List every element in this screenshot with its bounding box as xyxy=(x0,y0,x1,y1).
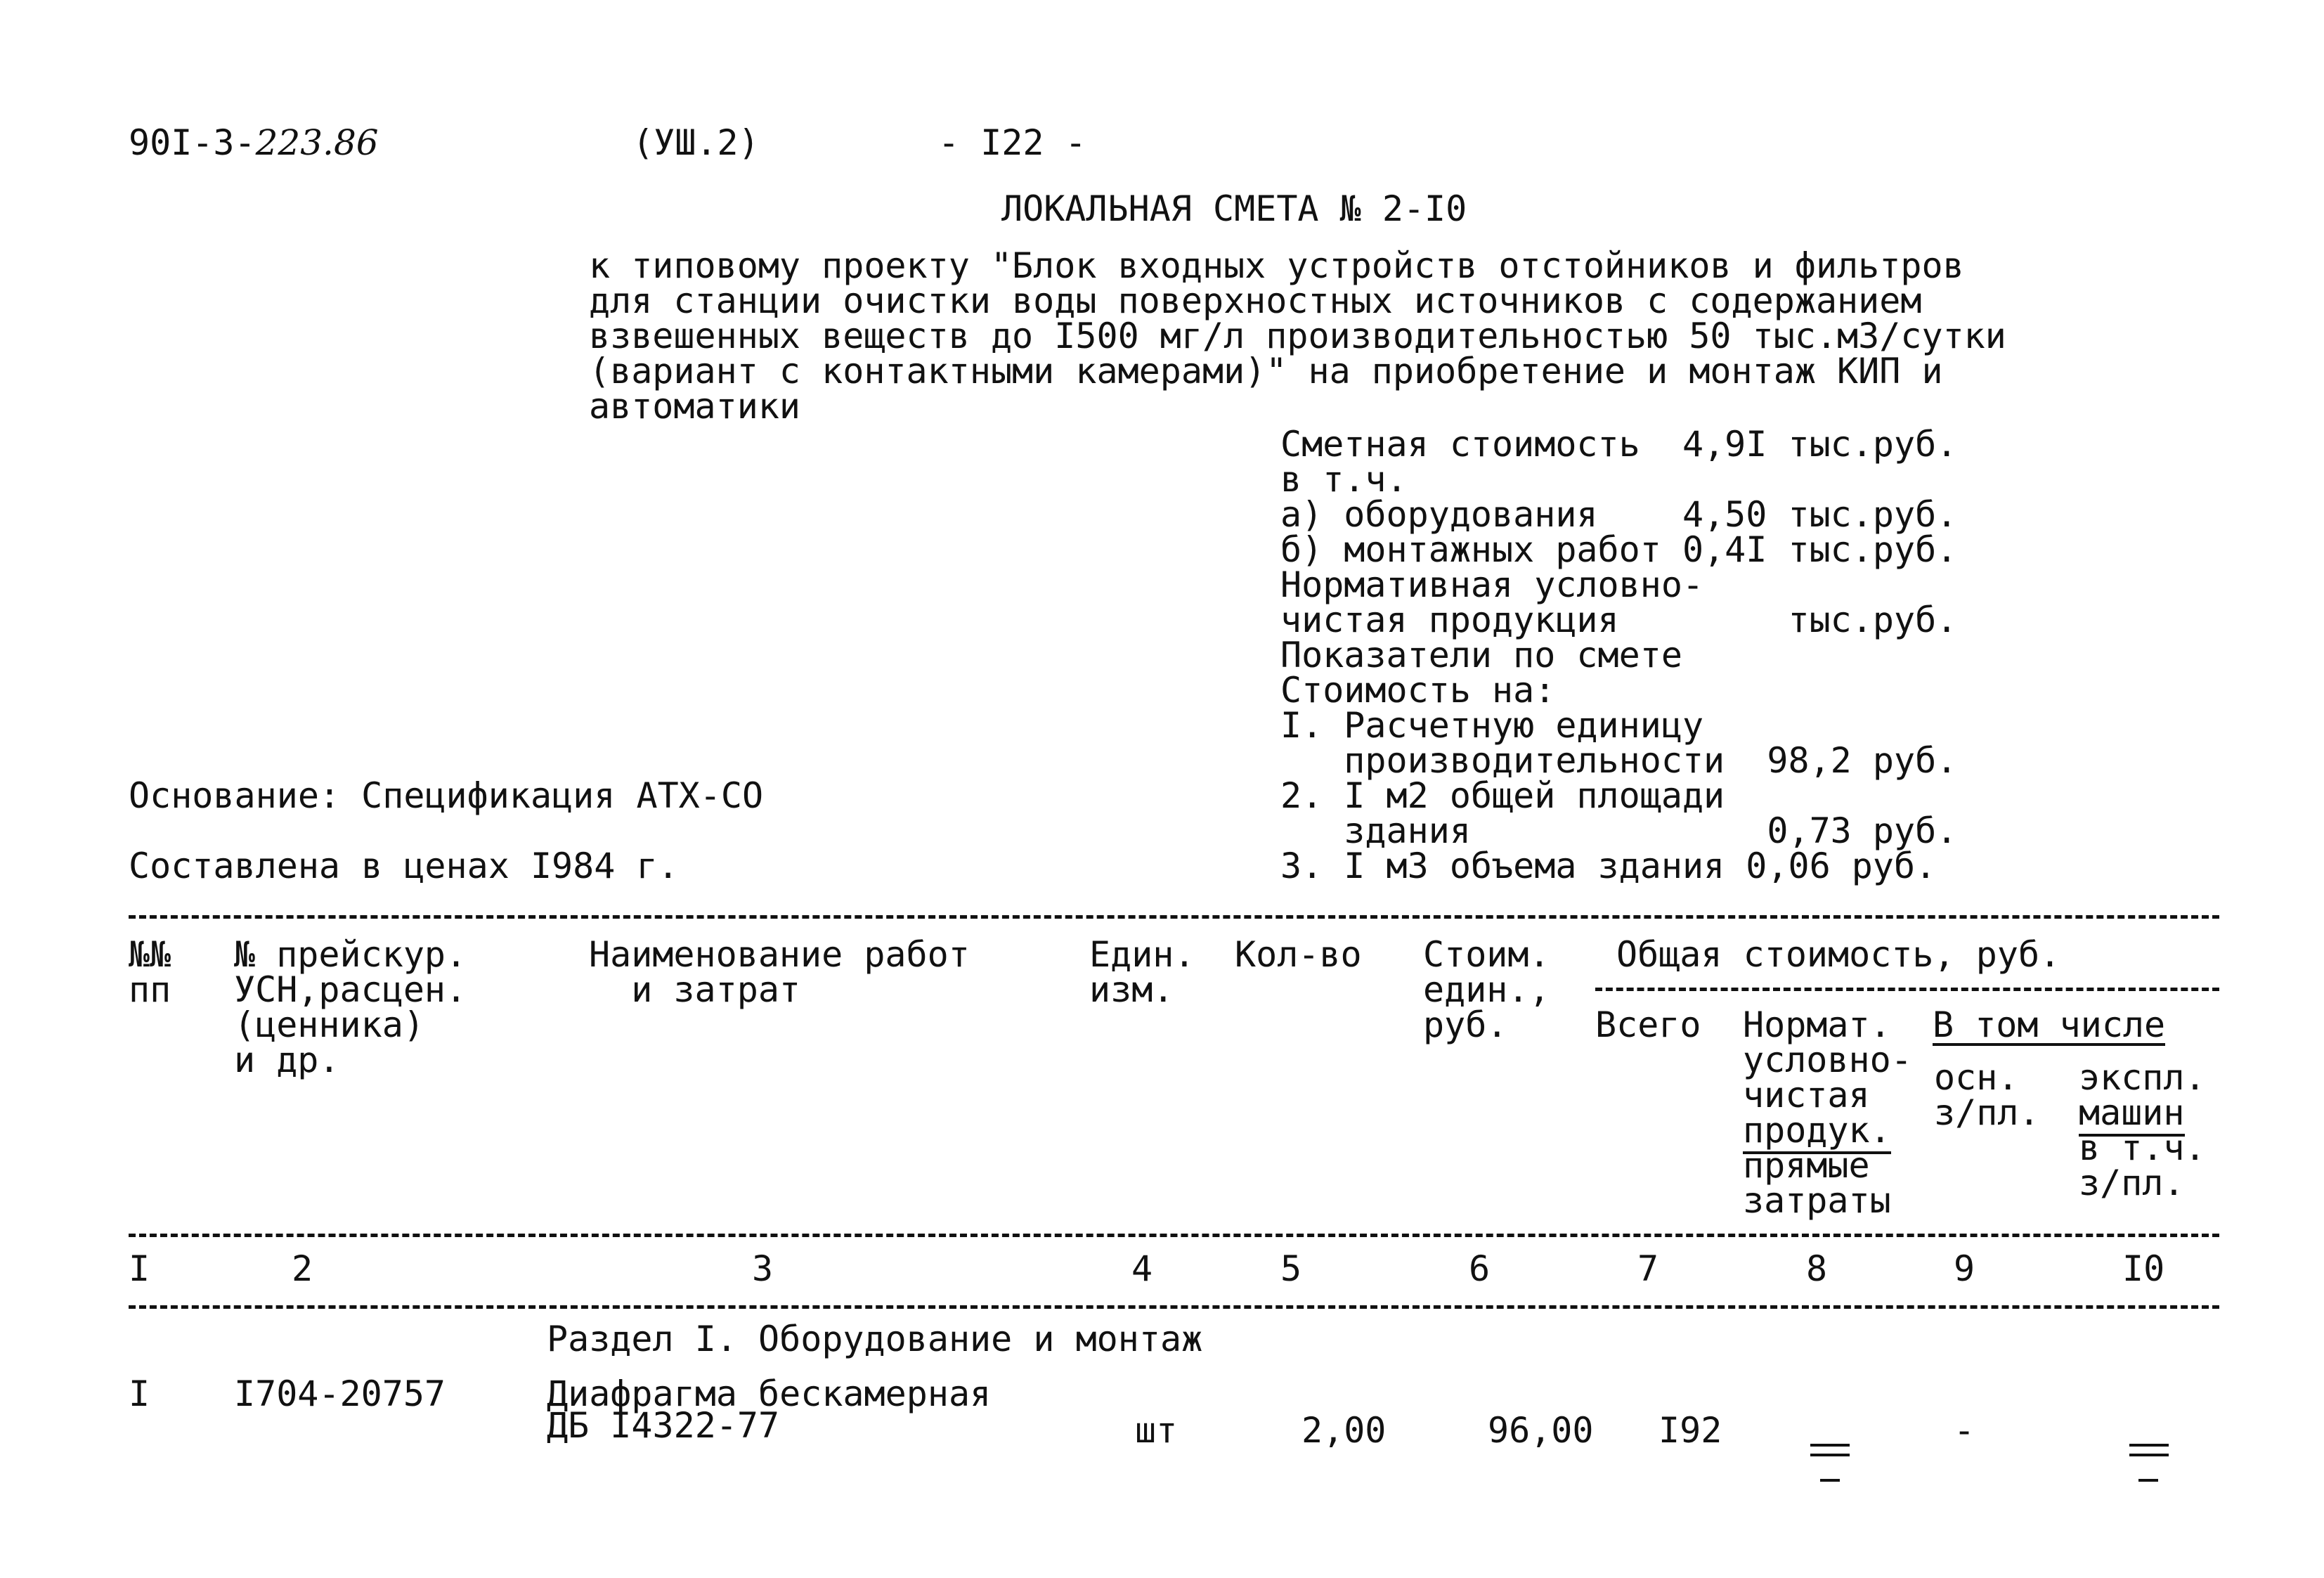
sub-group-header: В том числе xyxy=(1933,1004,2166,1045)
col-header-10-line4: з/пл. xyxy=(2079,1163,2185,1203)
section-label: (УШ.2) xyxy=(632,122,760,163)
table-top-rule xyxy=(129,915,2219,919)
col-header-2-line1: № прейскур. xyxy=(234,934,467,975)
col-header-6 xyxy=(1423,934,1550,1045)
col-header-7: Всего xyxy=(1595,1004,1701,1045)
summary-line-5: Нормативная условно- xyxy=(1280,564,1704,605)
summary-line-13: 3. I м3 объема здания 0,06 руб. xyxy=(1280,846,1937,886)
col-header-2-line4: и др. xyxy=(234,1040,340,1080)
col-header-8-line6: затраты xyxy=(1743,1180,1891,1221)
page-number: - I22 - xyxy=(938,122,1086,163)
summary-line-1: Сметная стоимость 4,9I тыс.руб. xyxy=(1280,424,1958,465)
description-line-2: для станции очистки воды поверхностных источников с содержанием xyxy=(589,280,1922,321)
basis-text: Основание: Спецификация АТХ-СО xyxy=(129,775,764,816)
summary-line-3: а) оборудования 4,50 тыс.руб. xyxy=(1280,494,1958,535)
description-line-1: к типовому проекту "Блок входных устройств отстойников и фильтров xyxy=(589,245,1964,286)
col-header-4-line2: изм. xyxy=(1089,969,1174,1010)
description-line-5: автоматики xyxy=(589,386,801,427)
col-header-8-line4: продук. xyxy=(1743,1110,1891,1154)
summary-line-4: б) монтажных работ 0,4I тыс.руб. xyxy=(1280,529,1958,570)
doc-code-printed: 90I-3- xyxy=(129,122,256,163)
col-number-7: 7 xyxy=(1637,1248,1659,1289)
row-name-line2: ДБ I4322-77 xyxy=(547,1405,780,1446)
summary-line-2: в т.ч. xyxy=(1280,459,1408,500)
col-number-3: 3 xyxy=(752,1248,774,1289)
col-header-6-line3: руб. xyxy=(1423,1004,1508,1045)
summary-line-7: Показатели по смете xyxy=(1280,635,1682,675)
col-header-10-line1: экспл. xyxy=(2079,1057,2206,1098)
column-numbers-bottom-rule xyxy=(129,1305,2219,1309)
col-header-2 xyxy=(234,934,467,1080)
col-header-5: Кол-во xyxy=(1235,934,1362,975)
row-total: I92 xyxy=(1658,1410,1722,1451)
col-header-10-line2: машин xyxy=(2079,1092,2185,1137)
col-header-8-line1: Нормат. xyxy=(1743,1004,1891,1045)
col-header-1-line2: пп xyxy=(129,969,171,1010)
col-header-8 xyxy=(1743,1004,1912,1221)
document-title: ЛОКАЛЬНАЯ СМЕТА № 2-I0 xyxy=(1001,188,1467,229)
summary-line-11: 2. I м2 общей площади xyxy=(1280,775,1725,816)
col-header-9-line2: з/пл. xyxy=(1934,1092,2040,1133)
col-header-10 xyxy=(2079,1057,2206,1203)
description-line-4: (вариант с контактными камерами)" на приобретение и монтаж КИП и xyxy=(589,351,1943,392)
col-number-10: I0 xyxy=(2122,1248,2165,1289)
doc-code xyxy=(129,122,379,163)
col-header-1 xyxy=(129,934,171,1010)
col-number-8: 8 xyxy=(1806,1248,1828,1289)
summary-line-8: Стоимость на: xyxy=(1280,670,1556,711)
col-header-8-line5: прямые xyxy=(1743,1145,1870,1186)
section-title: Раздел I. Оборудование и монтаж xyxy=(547,1319,1203,1359)
description-line-3: взвешенных веществ до I500 мг/л производительностью 50 тыс.м3/сутки xyxy=(589,316,2006,356)
col-header-3-line2: и затрат xyxy=(589,969,801,1010)
row-col8-sub-dash xyxy=(1820,1455,1840,1490)
col-header-1-line1: №№ xyxy=(129,934,171,975)
row-qty: 2,00 xyxy=(1301,1410,1387,1451)
col-header-9-line1: осн. xyxy=(1934,1057,2019,1098)
summary-line-12: здания 0,73 руб. xyxy=(1280,810,1958,851)
col-number-9: 9 xyxy=(1954,1248,1975,1289)
col-header-8-line2: условно- xyxy=(1743,1040,1912,1080)
col-number-4: 4 xyxy=(1131,1248,1153,1289)
col-header-4-line1: Един. xyxy=(1089,934,1195,975)
row-col9-dash: - xyxy=(1954,1410,1975,1451)
col-header-8-line3: чистая xyxy=(1743,1075,1870,1115)
col-header-6-line1: Стоим. xyxy=(1423,934,1550,975)
col-header-2-line3: (ценника) xyxy=(234,1004,424,1045)
col-header-2-line2: УСН,расцен. xyxy=(234,969,467,1010)
summary-line-10: производительности 98,2 руб. xyxy=(1280,740,1958,781)
col-number-5: 5 xyxy=(1280,1248,1302,1289)
header-bottom-rule xyxy=(129,1234,2219,1237)
group-header-total-cost: Общая стоимость, руб. xyxy=(1616,934,2061,975)
row-name-line1: Диафрагма бескамерная xyxy=(547,1373,992,1414)
summary-line-9: I. Расчетную единицу xyxy=(1280,705,1704,746)
col-number-2: 2 xyxy=(292,1248,313,1289)
col-number-1: I xyxy=(129,1248,150,1289)
compiled-text: Составлена в ценах I984 г. xyxy=(129,846,679,886)
col-header-6-line2: един., xyxy=(1423,969,1550,1010)
row-unit: шт xyxy=(1135,1410,1178,1451)
row-code: I704-20757 xyxy=(234,1373,446,1414)
summary-line-6: чистая продукция тыс.руб. xyxy=(1280,600,1958,640)
col-header-4 xyxy=(1089,934,1195,1010)
col-header-3 xyxy=(589,934,970,1010)
col-header-10-line3: в т.ч. xyxy=(2079,1127,2206,1168)
row-col10-sub-dash xyxy=(2138,1455,2158,1490)
col-header-9 xyxy=(1934,1057,2040,1133)
col-header-3-line1: Наименование работ xyxy=(589,934,970,975)
group-header-rule xyxy=(1595,988,2219,991)
row-number: I xyxy=(129,1373,150,1414)
col-number-6: 6 xyxy=(1469,1248,1491,1289)
doc-code-handwritten: 223.86 xyxy=(255,122,379,163)
row-unit-price: 96,00 xyxy=(1488,1410,1594,1451)
